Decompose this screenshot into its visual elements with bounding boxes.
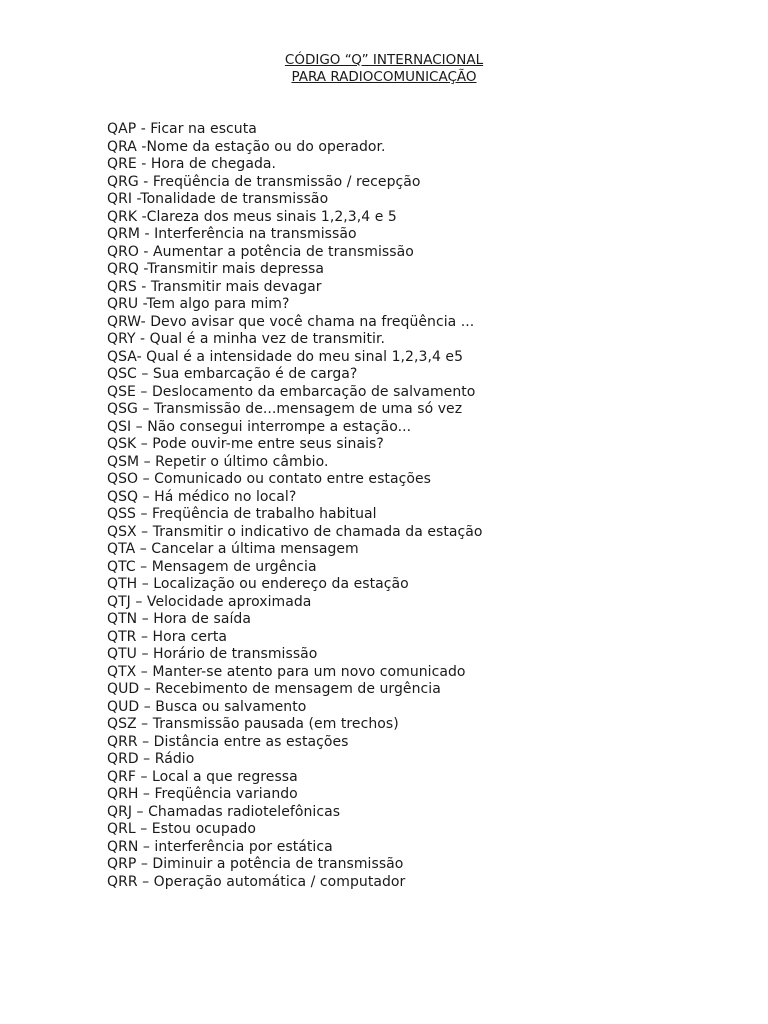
code-item: QTN – Hora de saída: [107, 611, 251, 627]
code-item: QRR – Operação automática / computador: [107, 873, 406, 890]
code-item: QTU – Horário de transmissão: [107, 646, 318, 662]
code-item: QRK -Clareza dos meus sinais 1,2,3,4 e 5: [107, 208, 397, 225]
title-line-2: PARA RADIOCOMUNICAÇÃO: [291, 69, 477, 85]
code-item: QRP – Diminuir a potência de transmissão: [107, 856, 404, 872]
code-item: QRW- Devo avisar que você chama na freqüência ...: [107, 313, 475, 330]
code-item: QUD – Recebimento de mensagem de urgência: [107, 681, 441, 697]
code-item: QSC – Sua embarcação é de carga?: [107, 366, 358, 382]
code-item: QRJ – Chamadas radiotelefônicas: [107, 803, 341, 820]
code-item: QTR – Hora certa: [107, 628, 228, 645]
code-item: QTJ – Velocidade aproximada: [107, 593, 312, 610]
code-item: QTX – Manter-se atento para um novo comunicado: [107, 663, 466, 680]
code-item: QSQ – Há médico no local?: [107, 488, 297, 505]
code-item: QUD – Busca ou salvamento: [107, 698, 307, 715]
code-item: QRS - Transmitir mais devagar: [107, 278, 322, 295]
code-item: QRQ -Transmitir mais depressa: [107, 261, 325, 277]
code-item: QSE – Deslocamento da embarcação de salvamento: [107, 383, 476, 400]
code-item: QRD – Rádio: [107, 751, 195, 767]
code-item: QAP - Ficar na escuta: [107, 121, 257, 137]
code-item: QSA- Qual é a intensidade do meu sinal 1,2,3,4 e5: [107, 348, 464, 365]
code-item: QRU -Tem algo para mim?: [107, 296, 290, 312]
code-item: QSS – Freqüência de trabalho habitual: [107, 506, 377, 522]
code-item: QRE - Hora de chegada.: [107, 156, 277, 172]
code-item: QRL – Estou ocupado: [107, 821, 256, 837]
code-item: QSK – Pode ouvir-me entre seus sinais?: [107, 436, 384, 452]
code-item: QRR – Distância entre as estações: [107, 733, 349, 750]
document-title: [0, 52, 768, 86]
code-item: QRF – Local a que regressa: [107, 768, 298, 785]
code-item: QTA – Cancelar a última mensagem: [107, 541, 359, 557]
code-item: QRI -Tonalidade de transmissão: [107, 191, 329, 207]
code-item: QSI – Não consegui interrompe a estação...: [107, 418, 412, 435]
code-item: QRO - Aumentar a potência de transmissão: [107, 243, 414, 260]
code-item: QSM – Repetir o último câmbio.: [107, 453, 329, 470]
code-item: QRM - Interferência na transmissão: [107, 226, 357, 242]
code-item: QRA -Nome da estação ou do operador.: [107, 138, 386, 155]
code-item: QRY - Qual é a minha vez de transmitir.: [107, 331, 385, 347]
code-item: QTH – Localização ou endereço da estação: [107, 576, 409, 592]
code-item: QSZ – Transmissão pausada (em trechos): [107, 716, 399, 732]
code-item: QSX – Transmitir o indicativo de chamada da estação: [107, 523, 483, 540]
q-code-list: [107, 121, 747, 891]
code-item: QRH – Freqüência variando: [107, 786, 298, 802]
code-item: QRN – interferência por estática: [107, 838, 333, 855]
title-line-1: CÓDIGO “Q” INTERNACIONAL: [284, 52, 484, 68]
code-item: QSG – Transmissão de...mensagem de uma só vez: [107, 401, 463, 417]
code-item: QTC – Mensagem de urgência: [107, 558, 317, 575]
code-item: QRG - Freqüência de transmissão / recepção: [107, 173, 421, 190]
code-item: QSO – Comunicado ou contato entre estações: [107, 471, 431, 487]
